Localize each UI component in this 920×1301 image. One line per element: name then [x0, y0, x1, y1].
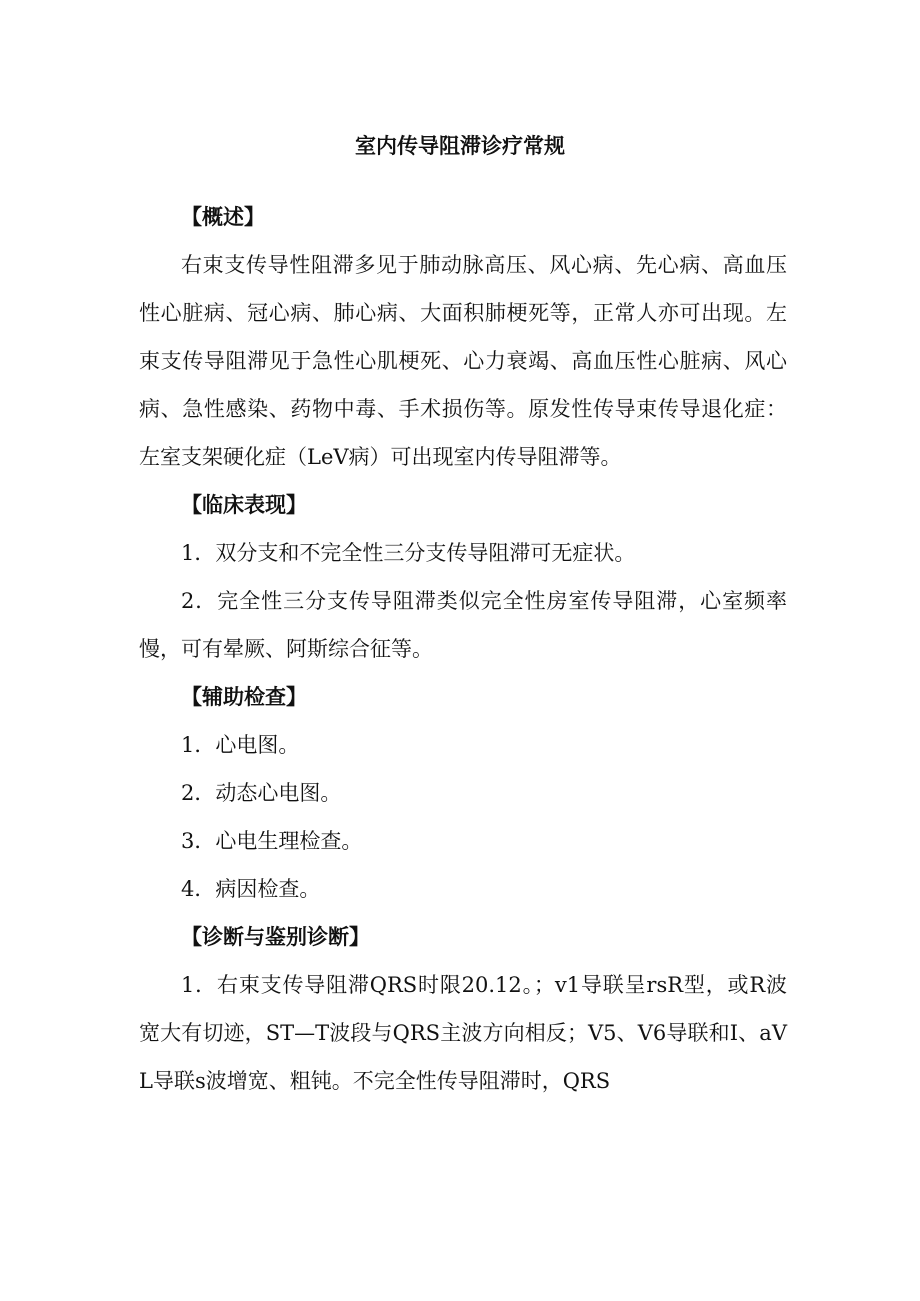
- section-heading-diagnosis: 【诊断与鉴别诊断】: [181, 925, 370, 949]
- overview-paragraph: 右束支传导性阻滞多见于肺动脉高压、风心病、先心病、高血压性心脏病、冠心病、肺心病、大面积肺梗死等，正常人亦可出现。左束支传导阻滞见于急性心肌梗死、心力衰竭、高血压性心脏病、风心病、急性感染、药物中毒、手术损伤等。原发性传导束传导退化症：左室支架硬化症（LeV病）可出现室内传导阻滞等。: [139, 253, 787, 469]
- diagnosis-item-1: 1．右束支传导阻滞QRS时限20.12。；v1导联呈rsR型，或R波宽大有切迹，ST—T波段与QRS主波方向相反；V5、V6导联和I、aVL导联s波增宽、粗钝。不完全性传导阻滞时，QRS: [139, 973, 787, 1093]
- section-overview: [139, 193, 787, 481]
- auxiliary-item-2: 2．动态心电图。: [181, 781, 342, 805]
- clinical-item-1: 1．双分支和不完全性三分支传导阻滞可无症状。: [181, 541, 636, 565]
- auxiliary-item-4: 4．病因检查。: [181, 877, 321, 901]
- clinical-item-2: 2．完全性三分支传导阻滞类似完全性房室传导阻滞，心室频率慢，可有晕厥、阿斯综合征等。: [139, 589, 787, 661]
- page-title: 室内传导阻滞诊疗常规: [355, 134, 565, 158]
- document-body: [139, 193, 787, 1105]
- auxiliary-item-1: 1．心电图。: [181, 733, 300, 757]
- section-heading-overview: 【概述】: [181, 205, 265, 229]
- section-diagnosis: [139, 913, 787, 1105]
- section-heading-auxiliary: 【辅助检查】: [181, 685, 307, 709]
- auxiliary-item-3: 3．心电生理检查。: [181, 829, 363, 853]
- section-heading-clinical: 【临床表现】: [181, 493, 307, 517]
- section-auxiliary: [139, 673, 787, 913]
- section-clinical: [139, 481, 787, 673]
